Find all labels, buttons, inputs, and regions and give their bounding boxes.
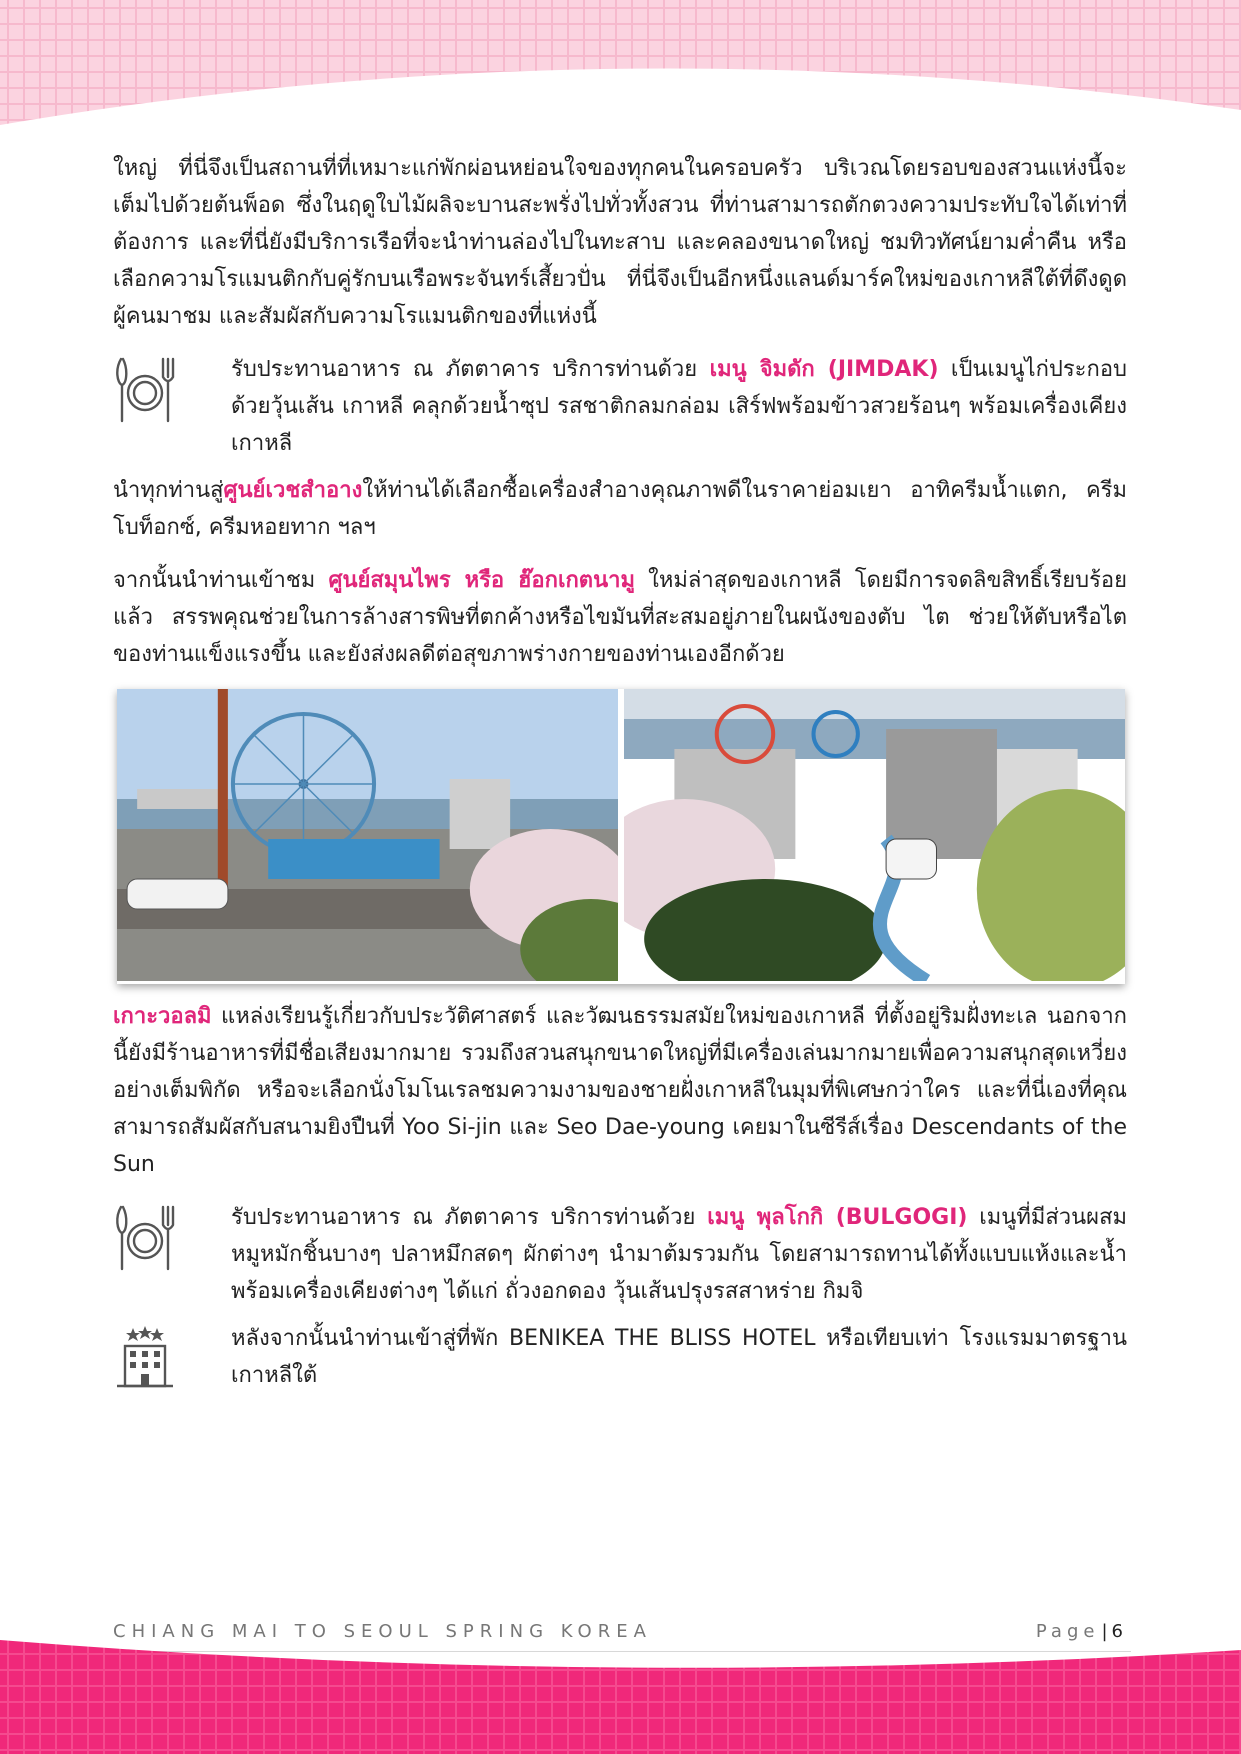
utensils-plate-icon [113,1203,177,1273]
hotel-text: หลังจากนั้นนำท่านเข้าสู่ที่พัก BENIKEA THE BLISS HOTEL หรือเทียบเท่า โรงแรมมาตรฐานเกาหลีใต้ [231,1326,1127,1388]
menu-jimdak-highlight: เมนู จิมดัก (JIMDAK) [709,357,939,382]
meal-row-bulgogi [113,1199,1127,1310]
meal-row-jimdak [113,351,1127,462]
page-number: 6 [1111,1621,1123,1642]
herb-center-paragraph: จากนั้นนำท่านเข้าชม ศูนย์สมุนไพร หรือ ฮ๊อกเกตนามู ใหม่ล่าสุดของเกาหลี โดยมีการจดลิขสิทธิ์เรียบร้อยแล้ว สรรพคุณช่วยในการล้างสารพิษที่ตกค้างหรือไขมันที่สะสมอยู่ภายในผนังของตับ ไต ช่วยให้ตับหรือไตของท่านแข็งแรงขึ้น และยังส่งผลดีต่อสุขภาพร่างกายของท่านเองอีกด้วย [113,568,1128,667]
page-content [113,150,1127,1404]
footer-tour-title: CHIANG MAI TO SEOUL SPRING KOREA [113,1621,652,1642]
ferris-wheel-amusement-park-photo [117,689,618,981]
cosmetic-center-paragraph: นำทุกท่านสู่ศูนย์เวชสำอางให้ท่านได้เลือกซื้อเครื่องสำอางคุณภาพดีในราคาย่อมเยา อาทิครีมน้ำแตก, ครีมโบท็อกซ์, ครีมหอยทาก ฯลฯ [113,478,1127,540]
meal-bulgogi-text: รับประทานอาหาร ณ ภัตตาคาร บริการท่านด้วย เมนู พุลโกกิ (BULGOGI) เมนูที่มีส่วนผสม หมูหมักชิ้นบางๆ ปลาหมึกสดๆ ผักต่างๆ นำมาต้มรวมกัน โดยสามารถทานได้ทั้งแบบแห้งและน้ำ พร้อมเครื่องเคียงต่างๆ ได้แก่ ถั่วงอกดอง วุ้นเส้นปรุงรสสาหร่าย กิมจิ [231,1205,1127,1304]
utensils-plate-icon [113,355,177,425]
photo-strip [117,689,1125,984]
hotel-row [113,1320,1127,1394]
monorail-cherry-blossom-photo [624,689,1125,981]
wolmi-island-paragraph: เกาะวอลมิ แหล่งเรียนรู้เกี่ยวกับประวัติศาสตร์ และวัฒนธรรมสมัยใหม่ของเกาหลี ที่ตั้งอยู่ริมฝั่งทะเล นอกจากนี้ยังมีร้านอาหารที่มีชื่อเสียงมากมาย รวมถึงสวนสนุกขนาดใหญ่ที่มีเครื่องเล่นมากมายเพื่อความสนุกสุดเหวี่ยงอย่างเต็มพิกัด หรือจะเลือกนั่งโมโนเรลชมความงามของชายฝั่งเกาหลีในมุมที่พิเศษกว่าใคร และที่นี่เองที่คุณสามารถสัมผัสกับสนามยิงปืนที่ Yoo Si-jin และ Seo Dae-young เคยมาในซีรีส์เรื่อง Descendants of the Sun [113,1004,1127,1177]
herb-center-highlight: ศูนย์สมุนไพร หรือ ฮ๊อกเกตนามู [328,568,635,593]
header-decorative-band [0,0,1241,130]
menu-bulgogi-highlight: เมนู พุลโกกิ (BULGOGI) [707,1205,968,1230]
meal-jimdak-text: รับประทานอาหาร ณ ภัตตาคาร บริการท่านด้วย เมนู จิมดัก (JIMDAK) เป็นเมนูไก่ประกอบด้วยวุ้นเส้น เกาหลี คลุกด้วยน้ำซุป รสชาติกลมกล่อม เสิร์ฟพร้อมข้าวสวยร้อนๆ พร้อมเครื่องเคียงเกาหลี [231,357,1127,456]
page-separator: | [1101,1621,1108,1642]
footer-decorative-band [0,1630,1241,1754]
hotel-building-icon [113,1324,177,1394]
page-label: Page [1035,1621,1100,1642]
wolmi-island-highlight: เกาะวอลมิ [113,1004,212,1029]
intro-paragraph: ใหญ่ ที่นี่จึงเป็นสถานที่ที่เหมาะแก่พักผ่อนหย่อนใจของทุกคนในครอบครัว บริเวณโดยรอบของสวนแห่งนี้จะเต็มไปด้วยต้นพ็อด ซึ่งในฤดูใบไม้ผลิจะบานสะพรั่งไปทั่วทั้งสวน ที่ท่านสามารถตักตวงความประทับใจได้เท่าที่ต้องการ และที่นี่ยังมีบริการเรือที่จะนำท่านล่องไปในทะสาบ และคลองขนาดใหญ่ ชมทิวทัศน์ยามค่ำคืน หรือเลือกความโรแมนติกกับคู่รักบนเรือพระจันทร์เสี้ยวปั่น ที่นี่จึงเป็นอีกหนึ่งแลนด์มาร์คใหม่ของเกาหลีใต้ที่ดึงดูดผู้คนมาชม และสัมผัสกับความโรแมนติกของที่แห่งนี้ [113,156,1127,329]
cosmetic-center-highlight: ศูนย์เวชสำอาง [223,478,363,503]
